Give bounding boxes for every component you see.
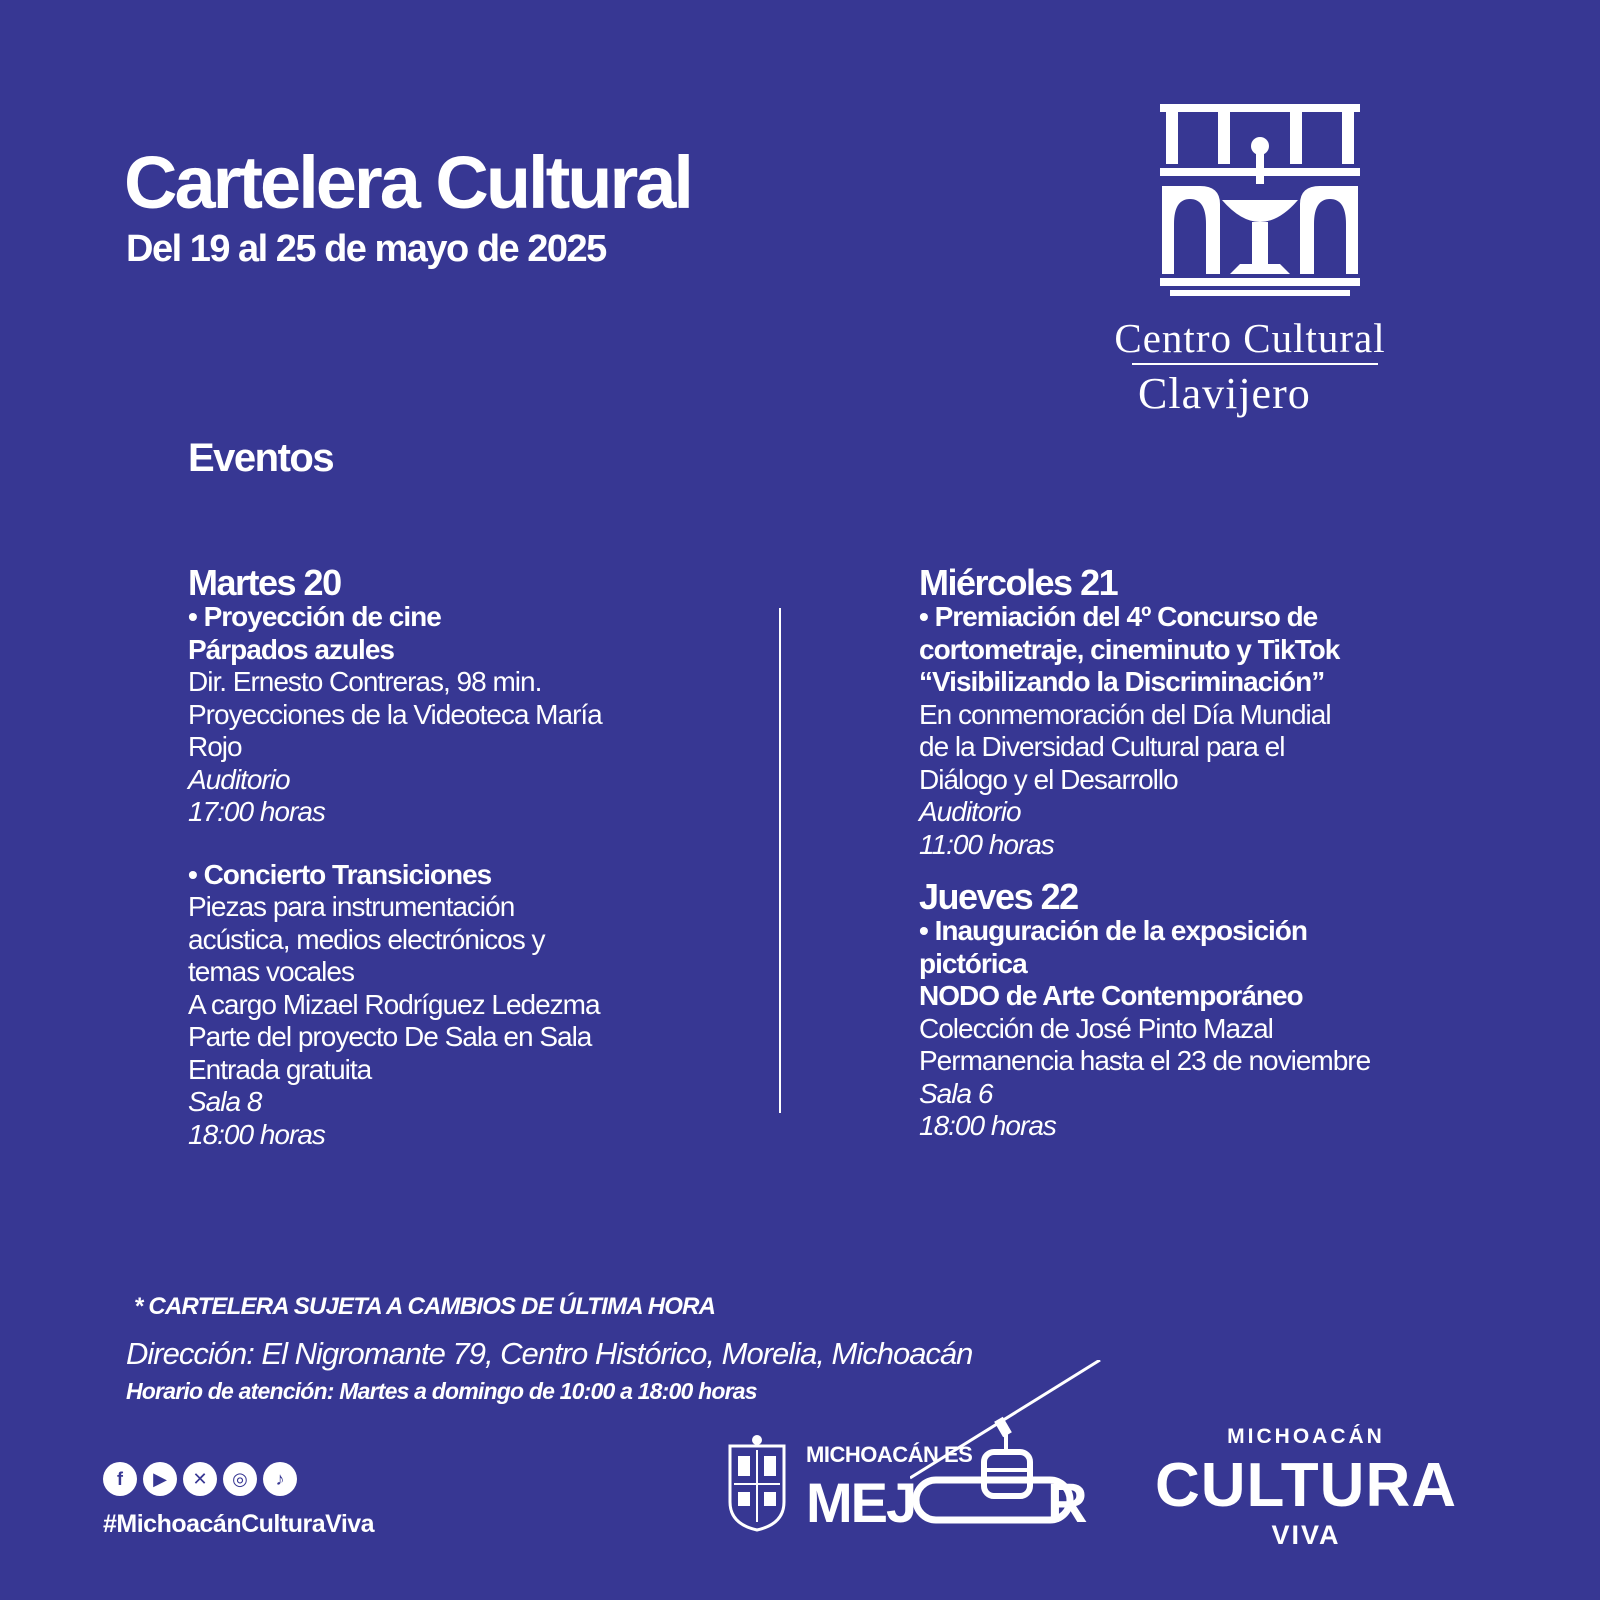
- spacer: [188, 829, 748, 859]
- opening-hours: Horario de atención: Martes a domingo de 10:00 a 18:00 horas: [126, 1378, 757, 1404]
- event-detail: Permanencia hasta el 23 de noviembre: [919, 1045, 1371, 1076]
- event-title: Párpados azules: [188, 633, 394, 665]
- event-title: NODO de Arte Contemporáneo: [919, 980, 1303, 1011]
- event-time: 18:00 horas: [919, 1110, 1056, 1141]
- fountain-arches-logo-icon: [1160, 104, 1360, 304]
- event-block: [919, 601, 1539, 861]
- social-icons: [103, 1462, 313, 1498]
- x-icon[interactable]: ✕: [183, 1462, 217, 1496]
- event-venue: Auditorio: [919, 796, 1021, 827]
- event-detail: de la Diversidad Cultural para el: [919, 731, 1285, 762]
- youtube-icon[interactable]: ▶: [143, 1462, 177, 1496]
- event-detail: temas vocales: [188, 956, 354, 987]
- event-detail: Colección de José Pinto Mazal: [919, 1012, 1273, 1044]
- mejor-text-start: MEJ: [806, 1471, 916, 1534]
- event-detail: Rojo: [188, 731, 242, 762]
- logo-text-centro-cultural: Centro Cultural: [1114, 315, 1386, 361]
- coat-of-arms-icon: [726, 1432, 788, 1532]
- event-detail: Proyecciones de la Videoteca María: [188, 698, 602, 730]
- cultura-viva-middle: CULTURA: [1154, 1451, 1457, 1520]
- day-column-left: [188, 562, 748, 1151]
- event-title: • Proyección de cine: [188, 601, 441, 632]
- day-label: Martes 20: [188, 562, 341, 603]
- event-time: 18:00 horas: [188, 1118, 325, 1150]
- tiktok-icon[interactable]: ♪: [263, 1462, 297, 1496]
- day-label: Miércoles 21: [919, 562, 1118, 603]
- event-title: • Concierto Transiciones: [188, 858, 492, 890]
- event-title: • Inauguración de la exposición: [919, 915, 1308, 946]
- event-block: [919, 915, 1539, 1143]
- schedule-notice: * CARTELERA SUJETA A CAMBIOS DE ÚLTIMA HORA: [134, 1293, 716, 1320]
- mejor-text-end: R: [1047, 1471, 1086, 1534]
- event-venue: Sala 6: [919, 1077, 993, 1109]
- event-block: [188, 601, 748, 829]
- column-divider: [779, 608, 781, 1113]
- cultura-viva-bottom: VIVA: [1271, 1520, 1341, 1550]
- day-label: Jueves 22: [919, 876, 1078, 917]
- section-title: Eventos: [188, 436, 334, 480]
- event-detail: A cargo Mizael Rodríguez Ledezma: [188, 988, 600, 1020]
- day-column-right: [919, 562, 1539, 1143]
- address: Dirección: El Nigromante 79, Centro Histórico, Morelia, Michoacán: [126, 1336, 973, 1371]
- page-title: Cartelera Cultural: [124, 141, 691, 224]
- event-time: 17:00 horas: [188, 796, 325, 827]
- event-venue: Sala 8: [188, 1086, 262, 1117]
- event-title: pictórica: [919, 947, 1027, 979]
- hashtag: #MichoacánCulturaViva: [103, 1510, 375, 1538]
- logo-divider: [1132, 363, 1378, 365]
- event-title: • Premiación del 4º Concurso de: [919, 601, 1318, 632]
- event-detail: Dir. Ernesto Contreras, 98 min.: [188, 666, 542, 697]
- logo-text-clavijero: Clavijero: [1138, 369, 1311, 418]
- event-title: cortometraje, cineminuto y TikTok: [919, 633, 1340, 665]
- cultura-viva-top: MICHOACÁN: [1227, 1425, 1385, 1448]
- event-time: 11:00 horas: [919, 828, 1054, 860]
- event-title: “Visibilizando la Discriminación”: [919, 666, 1325, 697]
- michoacan-es-text: MICHOACÁN ES: [806, 1442, 973, 1467]
- event-detail: acústica, medios electrónicos y: [188, 923, 545, 955]
- event-detail: Diálogo y el Desarrollo: [919, 763, 1178, 795]
- event-detail: Entrada gratuita: [188, 1053, 372, 1085]
- event-venue: Auditorio: [188, 763, 290, 795]
- facebook-icon[interactable]: f: [103, 1462, 137, 1496]
- event-detail: Parte del proyecto De Sala en Sala: [188, 1021, 592, 1052]
- event-block: [188, 859, 748, 1152]
- instagram-icon[interactable]: ◎: [223, 1462, 257, 1496]
- event-detail: En conmemoración del Día Mundial: [919, 698, 1331, 730]
- date-range: Del 19 al 25 de mayo de 2025: [126, 228, 606, 270]
- cable-car-icon: [910, 1360, 1110, 1540]
- event-detail: Piezas para instrumentación: [188, 891, 515, 922]
